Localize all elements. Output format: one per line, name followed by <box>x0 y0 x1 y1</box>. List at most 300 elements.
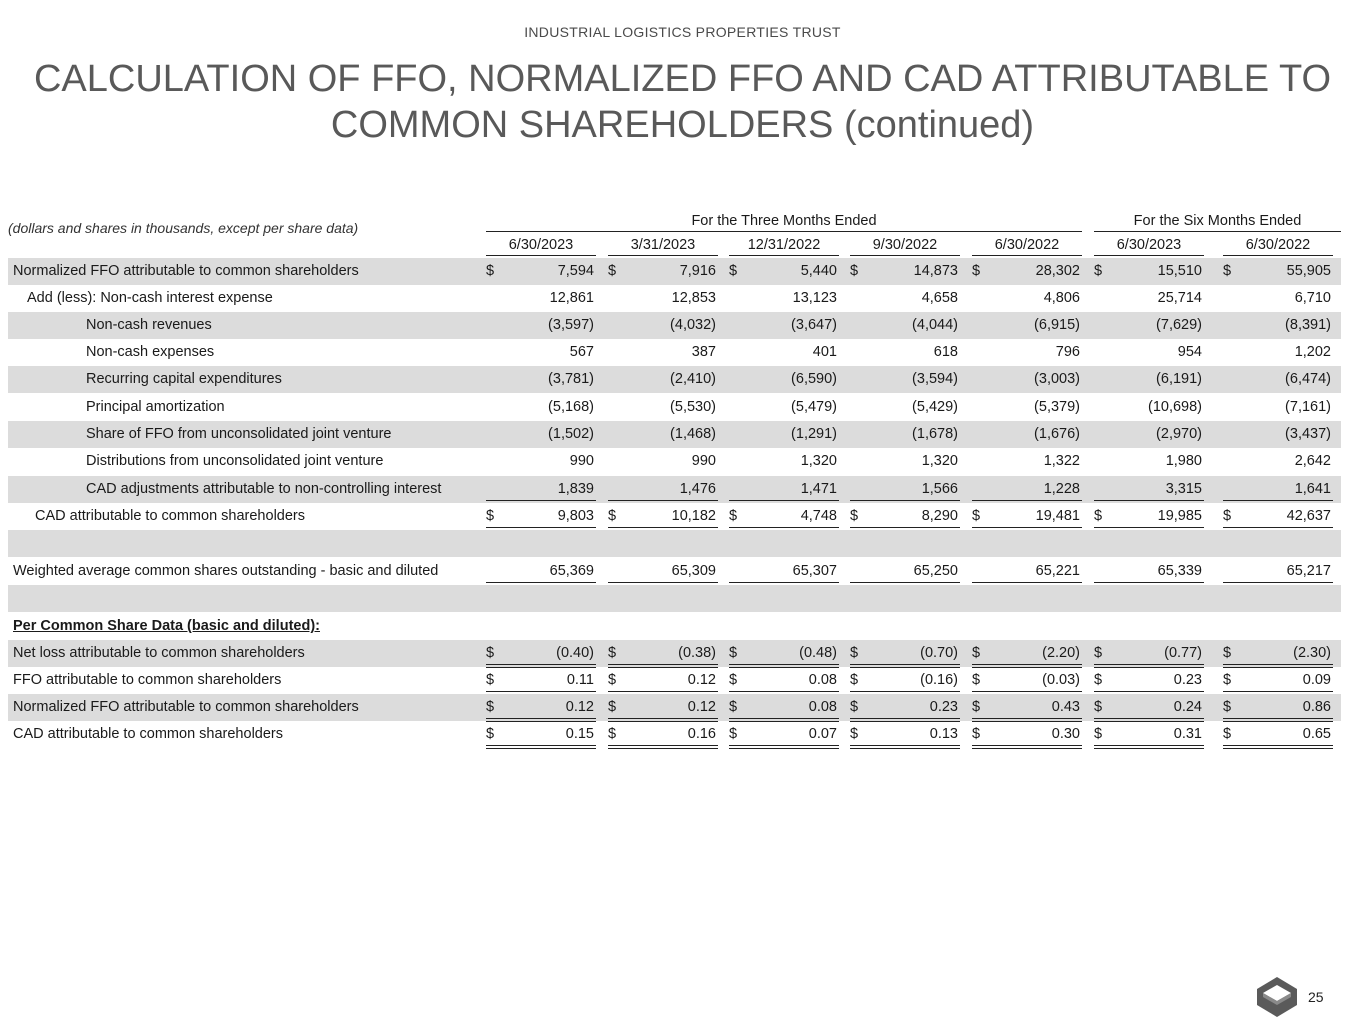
page-number: 25 <box>1308 989 1324 1005</box>
table-cell <box>729 642 839 668</box>
row-label: Recurring capital expenditures <box>86 371 282 387</box>
table-row <box>8 448 1341 475</box>
dollar-sign: $ <box>486 508 495 524</box>
cell-value: 1,320 <box>800 453 837 469</box>
table-cell <box>486 450 596 472</box>
table-cell <box>608 696 718 722</box>
table-cell <box>729 669 839 695</box>
table-cell <box>486 478 596 501</box>
table-cell <box>850 723 960 749</box>
cell-value: 19,985 <box>1157 508 1202 524</box>
dollar-sign: $ <box>850 263 859 279</box>
table-cell <box>729 341 839 363</box>
table-cell <box>972 314 1082 336</box>
dollar-sign: $ <box>1223 645 1232 661</box>
cell-value: 0.15 <box>565 726 594 742</box>
group-header-six-months: For the Six Months Ended <box>1094 211 1341 232</box>
cell-value: 10,182 <box>671 508 716 524</box>
table-row <box>8 640 1341 667</box>
table-cell <box>850 669 960 695</box>
cell-value: 4,658 <box>921 290 958 306</box>
table-row <box>8 503 1341 530</box>
table-row <box>8 613 1341 640</box>
column-header: 6/30/2022 <box>972 235 1082 256</box>
row-label: CAD attributable to common shareholders <box>13 726 283 742</box>
table-cell <box>1223 505 1333 531</box>
table-cell <box>1223 478 1333 501</box>
cell-value: (2.30) <box>1293 645 1331 661</box>
dollar-sign: $ <box>1223 263 1232 279</box>
dollar-sign: $ <box>486 726 495 742</box>
table-cell <box>1094 260 1204 282</box>
table-cell <box>486 505 596 531</box>
row-label: FFO attributable to common shareholders <box>13 672 282 688</box>
table-cell <box>486 368 596 390</box>
table-cell <box>1094 696 1204 722</box>
cell-value: (3,647) <box>791 317 837 333</box>
table-cell <box>972 341 1082 363</box>
table-cell <box>850 450 960 472</box>
table-cell <box>850 260 960 282</box>
table-cell <box>850 341 960 363</box>
table-cell <box>729 423 839 445</box>
table-cell <box>729 560 839 586</box>
table-cell <box>608 478 718 501</box>
dollar-sign: $ <box>729 672 738 688</box>
table-cell <box>1094 450 1204 472</box>
column-header: 12/31/2022 <box>729 235 839 256</box>
cell-value: (0.38) <box>678 645 716 661</box>
table-cell <box>486 314 596 336</box>
table-cell <box>972 396 1082 418</box>
table-row <box>8 339 1341 366</box>
table-cell <box>972 696 1082 722</box>
row-label: Principal amortization <box>86 399 225 415</box>
dollar-sign: $ <box>850 645 859 661</box>
dollar-sign: $ <box>608 726 617 742</box>
dollar-sign: $ <box>1094 508 1103 524</box>
cell-value: 15,510 <box>1157 263 1202 279</box>
cell-value: 65,217 <box>1286 563 1331 579</box>
dollar-sign: $ <box>486 699 495 715</box>
row-label: Non-cash expenses <box>86 344 215 360</box>
cell-value: (6,474) <box>1285 371 1331 387</box>
row-label: Net loss attributable to common shareholders <box>13 645 305 661</box>
cell-value: 1,471 <box>800 481 837 497</box>
cell-value: 9,803 <box>557 508 594 524</box>
row-label: Weighted average common shares outstanding - basic and diluted <box>13 563 439 579</box>
cell-value: 14,873 <box>913 263 958 279</box>
dollar-sign: $ <box>729 508 738 524</box>
table-cell <box>1094 341 1204 363</box>
row-label: Share of FFO from unconsolidated joint venture <box>86 426 392 442</box>
cell-value: 0.23 <box>929 699 958 715</box>
table-cell <box>1223 642 1333 668</box>
cell-value: (1,678) <box>912 426 958 442</box>
table-row <box>8 312 1341 339</box>
table-cell <box>608 287 718 309</box>
table-cell <box>850 287 960 309</box>
cell-value: (1,468) <box>670 426 716 442</box>
cell-value: 19,481 <box>1035 508 1080 524</box>
dollar-sign: $ <box>1223 699 1232 715</box>
table-cell <box>972 642 1082 668</box>
table-cell <box>608 642 718 668</box>
dollar-sign: $ <box>1223 672 1232 688</box>
table-cell <box>850 560 960 586</box>
table-cell <box>972 723 1082 749</box>
cell-value: (7,629) <box>1156 317 1202 333</box>
table-row <box>8 366 1341 393</box>
cell-value: 7,594 <box>557 263 594 279</box>
table-cell <box>972 560 1082 586</box>
cell-value: 0.12 <box>687 699 716 715</box>
cell-value: (6,915) <box>1034 317 1080 333</box>
cell-value: 0.07 <box>808 726 837 742</box>
dollar-sign: $ <box>972 726 981 742</box>
page-title-line-2: COMMON SHAREHOLDERS (continued) <box>330 104 1035 146</box>
cell-value: (0.48) <box>799 645 837 661</box>
table-cell <box>729 314 839 336</box>
table-cell <box>1094 723 1204 749</box>
cell-value: (5,429) <box>912 399 958 415</box>
cell-value: 42,637 <box>1286 508 1331 524</box>
cell-value: 0.11 <box>566 672 594 688</box>
table-cell <box>1223 450 1333 472</box>
table-cell <box>1094 287 1204 309</box>
cell-value: (8,391) <box>1285 317 1331 333</box>
table-cell <box>850 314 960 336</box>
cell-value: 65,309 <box>671 563 716 579</box>
cell-value: (3,437) <box>1285 426 1331 442</box>
spacer-row <box>8 585 1341 612</box>
table-cell <box>608 368 718 390</box>
dollar-sign: $ <box>608 699 617 715</box>
row-label: Normalized FFO attributable to common shareholders <box>13 699 359 715</box>
table-cell <box>608 341 718 363</box>
table-cell <box>729 368 839 390</box>
dollar-sign: $ <box>608 508 617 524</box>
row-label: Normalized FFO attributable to common shareholders <box>13 263 359 279</box>
row-label: Add (less): Non-cash interest expense <box>27 290 273 306</box>
cell-value: 1,566 <box>921 481 958 497</box>
table-cell <box>608 423 718 445</box>
cell-value: 12,853 <box>671 290 716 306</box>
table-cell <box>1223 669 1333 695</box>
dollar-sign: $ <box>1223 508 1232 524</box>
dollar-sign: $ <box>850 726 859 742</box>
table-cell <box>1094 396 1204 418</box>
table-cell <box>486 669 596 695</box>
cell-value: (0.40) <box>556 645 594 661</box>
dollar-sign: $ <box>486 263 495 279</box>
page-title-line-1: CALCULATION OF FFO, NORMALIZED FFO AND CAD ATTRIBUTABLE TO <box>33 58 1332 100</box>
cell-value: (0.70) <box>920 645 958 661</box>
dollar-sign: $ <box>1094 699 1103 715</box>
dollar-sign: $ <box>972 508 981 524</box>
cell-value: (4,032) <box>670 317 716 333</box>
cell-value: (6,590) <box>791 371 837 387</box>
cell-value: 65,221 <box>1035 563 1080 579</box>
table-cell <box>486 723 596 749</box>
cell-value: 1,476 <box>679 481 716 497</box>
cell-value: 1,322 <box>1043 453 1080 469</box>
dollar-sign: $ <box>850 699 859 715</box>
table-cell <box>1223 396 1333 418</box>
table-cell <box>850 423 960 445</box>
cell-value: (3,594) <box>912 371 958 387</box>
dollar-sign: $ <box>972 672 981 688</box>
table-cell <box>486 642 596 668</box>
table-cell <box>729 450 839 472</box>
cell-value: 0.43 <box>1051 699 1080 715</box>
table-cell <box>729 505 839 531</box>
table-cell <box>486 560 596 586</box>
table-cell <box>1094 560 1204 586</box>
dollar-sign: $ <box>1094 672 1103 688</box>
dollar-sign: $ <box>850 508 859 524</box>
cell-value: 0.31 <box>1173 726 1202 742</box>
cell-value: (1,291) <box>791 426 837 442</box>
table-cell <box>1223 696 1333 722</box>
table-cell <box>972 368 1082 390</box>
table-cell <box>1223 423 1333 445</box>
cell-value: 65,307 <box>792 563 837 579</box>
cell-value: 0.08 <box>808 699 837 715</box>
cell-value: 0.86 <box>1302 699 1331 715</box>
cell-value: 567 <box>569 344 594 360</box>
dollar-sign: $ <box>486 645 495 661</box>
table-cell <box>608 560 718 586</box>
table-cell <box>1094 314 1204 336</box>
dollar-sign: $ <box>972 263 981 279</box>
table-cell <box>486 341 596 363</box>
dollar-sign: $ <box>972 645 981 661</box>
table-cell <box>972 669 1082 695</box>
cell-value: (1,676) <box>1034 426 1080 442</box>
units-note: (dollars and shares in thousands, except per share data) <box>8 220 359 236</box>
cell-value: 387 <box>691 344 716 360</box>
cell-value: (2,970) <box>1156 426 1202 442</box>
dollar-sign: $ <box>1094 645 1103 661</box>
cell-value: 65,339 <box>1157 563 1202 579</box>
dollar-sign: $ <box>729 726 738 742</box>
cell-value: 0.16 <box>687 726 716 742</box>
table-cell <box>486 260 596 282</box>
cell-value: 0.09 <box>1302 672 1331 688</box>
table-cell <box>972 287 1082 309</box>
table-cell <box>608 260 718 282</box>
cell-value: 8,290 <box>921 508 958 524</box>
table-cell <box>1223 560 1333 586</box>
spacer-row <box>8 530 1341 557</box>
cell-value: 1,320 <box>921 453 958 469</box>
table-cell <box>1094 423 1204 445</box>
table-cell <box>1094 505 1204 531</box>
table-cell <box>1094 368 1204 390</box>
table-cell <box>486 287 596 309</box>
company-name: INDUSTRIAL LOGISTICS PROPERTIES TRUST <box>524 24 841 40</box>
cell-value: 954 <box>1177 344 1202 360</box>
dollar-sign: $ <box>850 672 859 688</box>
table-cell <box>608 396 718 418</box>
cell-value: 1,641 <box>1294 481 1331 497</box>
row-label: Distributions from unconsolidated joint venture <box>86 453 384 469</box>
cell-value: 65,250 <box>913 563 958 579</box>
cell-value: (0.03) <box>1042 672 1080 688</box>
table-cell <box>486 696 596 722</box>
page-title <box>0 56 1365 148</box>
table-row <box>8 394 1341 421</box>
table-cell <box>608 669 718 695</box>
cell-value: (5,530) <box>670 399 716 415</box>
cell-value: 4,806 <box>1043 290 1080 306</box>
cell-value: 1,980 <box>1165 453 1202 469</box>
table-cell <box>972 450 1082 472</box>
table-cell <box>850 368 960 390</box>
table-cell <box>608 505 718 531</box>
table-cell <box>608 314 718 336</box>
column-header: 6/30/2023 <box>486 235 596 256</box>
cell-value: 1,228 <box>1043 481 1080 497</box>
cell-value: 0.12 <box>565 699 594 715</box>
cell-value: (7,161) <box>1285 399 1331 415</box>
cell-value: 13,123 <box>792 290 837 306</box>
dollar-sign: $ <box>1094 263 1103 279</box>
cell-value: 65,369 <box>549 563 594 579</box>
table-cell <box>729 287 839 309</box>
table-row <box>8 721 1341 748</box>
cell-value: 2,642 <box>1294 453 1331 469</box>
table-cell <box>850 505 960 531</box>
table-cell <box>729 260 839 282</box>
table-cell <box>972 423 1082 445</box>
cell-value: 12,861 <box>549 290 594 306</box>
table-cell <box>1223 314 1333 336</box>
cell-value: 618 <box>933 344 958 360</box>
dollar-sign: $ <box>729 645 738 661</box>
cell-value: (5,479) <box>791 399 837 415</box>
cell-value: (3,597) <box>548 317 594 333</box>
table-cell <box>972 478 1082 501</box>
cell-value: 0.30 <box>1051 726 1080 742</box>
table-cell <box>1094 642 1204 668</box>
table-cell <box>1223 341 1333 363</box>
row-label: CAD attributable to common shareholders <box>35 508 305 524</box>
cell-value: (10,698) <box>1147 399 1202 415</box>
cell-value: (4,044) <box>912 317 958 333</box>
table-cell <box>486 396 596 418</box>
cell-value: 990 <box>569 453 594 469</box>
cell-value: (2,410) <box>670 371 716 387</box>
cell-value: (6,191) <box>1156 371 1202 387</box>
cell-value: 0.65 <box>1302 726 1331 742</box>
table-row <box>8 476 1341 503</box>
cell-value: 6,710 <box>1294 290 1331 306</box>
cell-value: 401 <box>812 344 837 360</box>
dollar-sign: $ <box>1094 726 1103 742</box>
table-row <box>8 694 1341 721</box>
table-cell <box>729 723 839 749</box>
cell-value: 3,315 <box>1165 481 1202 497</box>
cell-value: 0.23 <box>1173 672 1202 688</box>
group-header-three-months: For the Three Months Ended <box>486 211 1082 232</box>
table-cell <box>850 478 960 501</box>
ilpt-logo-icon <box>1255 975 1299 1019</box>
column-header: 6/30/2023 <box>1094 235 1204 256</box>
cell-value: 5,440 <box>800 263 837 279</box>
cell-value: 1,839 <box>557 481 594 497</box>
cell-value: 0.12 <box>687 672 716 688</box>
cell-value: 0.24 <box>1173 699 1202 715</box>
dollar-sign: $ <box>1223 726 1232 742</box>
cell-value: (3,003) <box>1034 371 1080 387</box>
table-cell <box>1223 287 1333 309</box>
table-cell <box>729 696 839 722</box>
table-cell <box>729 396 839 418</box>
table-row <box>8 258 1341 285</box>
cell-value: (0.77) <box>1164 645 1202 661</box>
cell-value: 0.13 <box>929 726 958 742</box>
cell-value: 4,748 <box>800 508 837 524</box>
cell-value: 0.08 <box>808 672 837 688</box>
cell-value: (5,168) <box>548 399 594 415</box>
cell-value: 796 <box>1055 344 1080 360</box>
table-row <box>8 285 1341 312</box>
table-cell <box>850 696 960 722</box>
dollar-sign: $ <box>608 645 617 661</box>
cell-value: (3,781) <box>548 371 594 387</box>
cell-value: (5,379) <box>1034 399 1080 415</box>
table-cell <box>1223 260 1333 282</box>
table-cell <box>1094 669 1204 695</box>
cell-value: (1,502) <box>548 426 594 442</box>
table-cell <box>1223 723 1333 749</box>
table-cell <box>1223 368 1333 390</box>
table-cell <box>608 723 718 749</box>
table-cell <box>972 505 1082 531</box>
table-cell <box>486 423 596 445</box>
cell-value: 28,302 <box>1035 263 1080 279</box>
row-label: CAD adjustments attributable to non-controlling interest <box>86 481 442 497</box>
row-label: Non-cash revenues <box>86 317 212 333</box>
column-header: 6/30/2022 <box>1223 235 1333 256</box>
column-header: 9/30/2022 <box>850 235 960 256</box>
dollar-sign: $ <box>729 263 738 279</box>
cell-value: 990 <box>691 453 716 469</box>
cell-value: (0.16) <box>920 672 958 688</box>
section-heading: Per Common Share Data (basic and diluted): <box>13 618 320 634</box>
table-row <box>8 421 1341 448</box>
table-row <box>8 667 1341 694</box>
table-cell <box>850 642 960 668</box>
dollar-sign: $ <box>972 699 981 715</box>
table-row <box>8 558 1341 585</box>
table-cell <box>972 260 1082 282</box>
cell-value: 25,714 <box>1157 290 1202 306</box>
dollar-sign: $ <box>729 699 738 715</box>
dollar-sign: $ <box>486 672 495 688</box>
table-cell <box>608 450 718 472</box>
cell-value: (2.20) <box>1042 645 1080 661</box>
column-header: 3/31/2023 <box>608 235 718 256</box>
dollar-sign: $ <box>608 263 617 279</box>
cell-value: 55,905 <box>1286 263 1331 279</box>
table-cell <box>729 478 839 501</box>
table-cell <box>1094 478 1204 501</box>
table-cell <box>850 396 960 418</box>
dollar-sign: $ <box>608 672 617 688</box>
